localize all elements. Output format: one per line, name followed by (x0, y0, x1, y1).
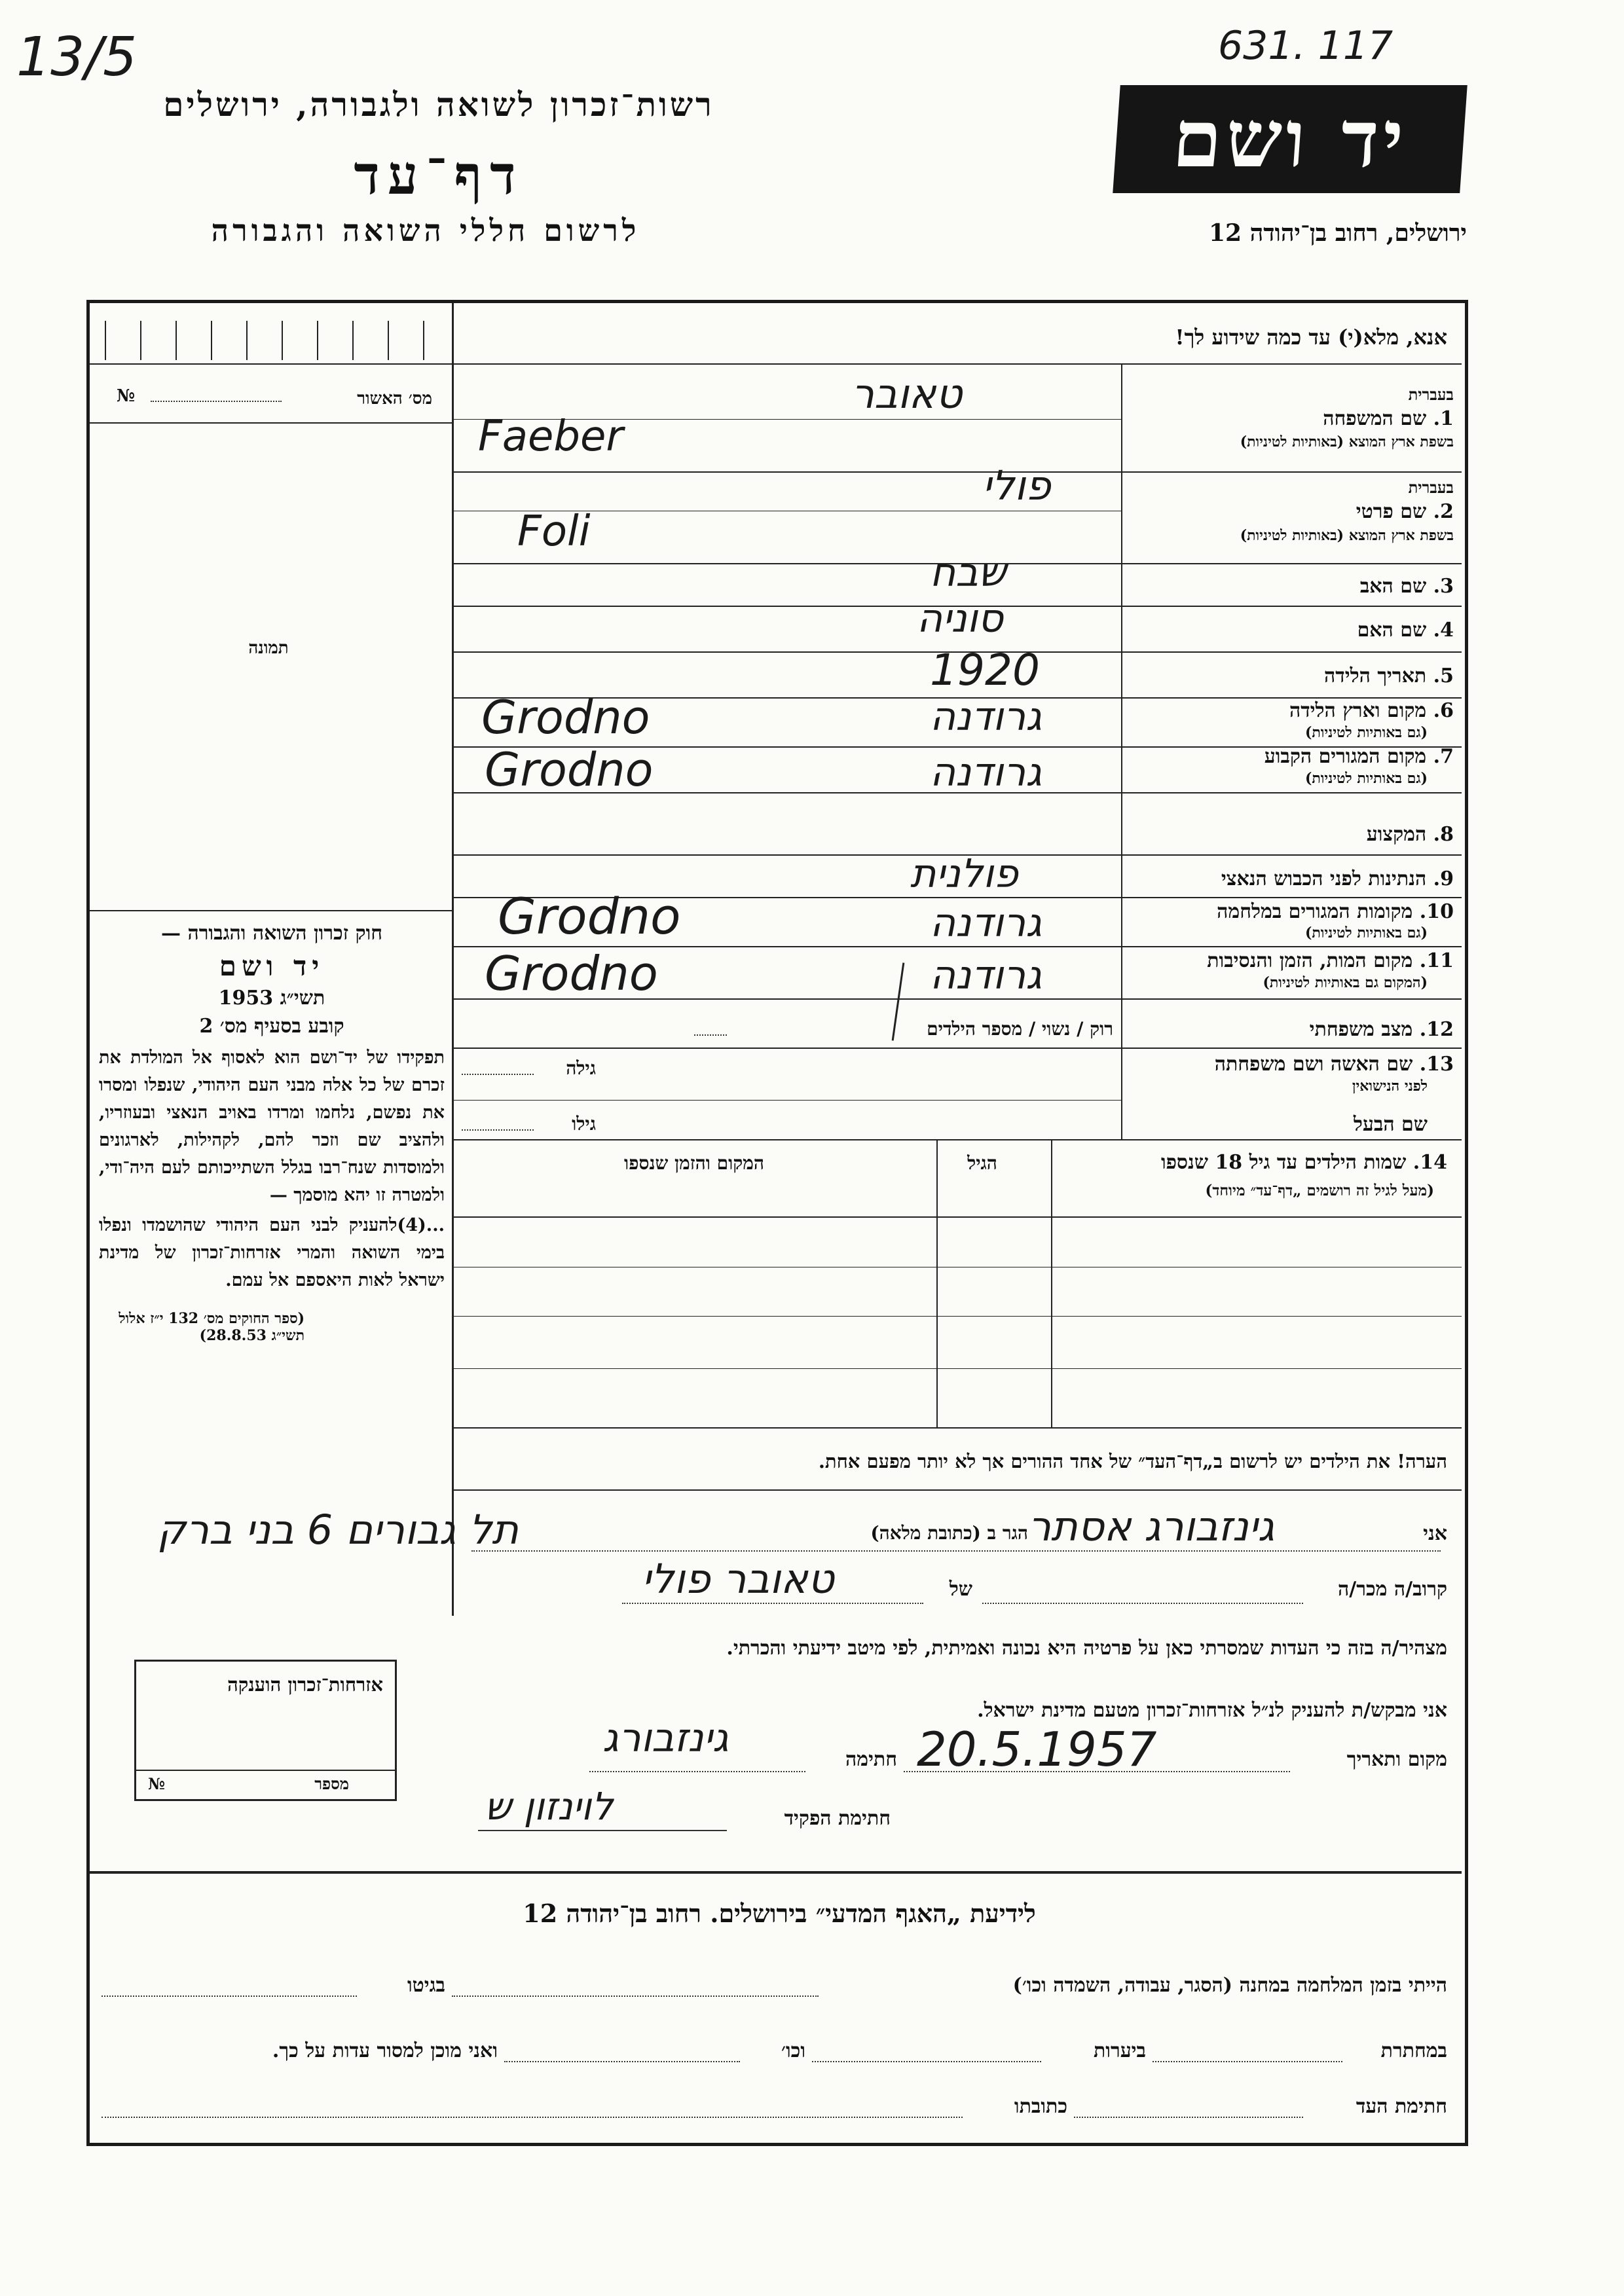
field-3-num: 3. (1433, 575, 1454, 598)
field-6-label (1289, 699, 1454, 722)
field-8-num: 8. (1433, 823, 1454, 846)
value-death-place-hebrew: גרודנה (930, 953, 1042, 998)
officer-signature-label: חתימת הפקיד (784, 1807, 891, 1830)
field-9-label (1221, 867, 1454, 890)
relation-of: של (949, 1578, 972, 1601)
field-2-lang: בעברית (1408, 478, 1454, 497)
field-1-text: שם המשפחה (1323, 407, 1427, 430)
field-3-text: שם האב (1359, 575, 1427, 598)
form-subtitle: לרשום חללי השואה והגבורה (211, 213, 640, 248)
file-reference-left: 13/5 (16, 26, 138, 88)
witness-address-label: כתובתו (1014, 2095, 1067, 2118)
declaration-statement: מצהיר/ה בזה כי העדות שמסרתי כאן על פרטיה היא נכונה ואמיתית, לפי מיטב ידיעתי והכרתי. (726, 1637, 1447, 1660)
photo-label: תמונה (248, 638, 289, 658)
remark-text: הערה! את הילדים יש לרשום ב„דף־העד״ של אחד ההורים אך לא יותר מפעם אחת. (818, 1450, 1447, 1472)
place-date-line (904, 1771, 1290, 1772)
authority-title: רשות־זכרון לשואה ולגבורה, ירושלים (163, 85, 714, 124)
law-title: חוק זכרון השואה והגבורה — (161, 922, 382, 945)
field-9-text: הנתינות לפני הכבוש הנאצי (1221, 867, 1427, 890)
children-place-header: המקום והזמן שנספו (624, 1152, 764, 1174)
value-wartime-residence-hebrew: גרודנה (930, 900, 1042, 946)
form-title: דף־עד (354, 144, 524, 207)
signature-line (589, 1771, 805, 1772)
field-3-label (1360, 575, 1454, 598)
value-surname-latin: Faeber (478, 412, 623, 461)
witness-signature-line (1074, 2117, 1303, 2118)
husband-age-dots (462, 1129, 534, 1131)
value-firstname-latin: Foli (517, 507, 591, 556)
bottom-title: לידיעת „האגף המדעי״ בירושלים. רחוב בן־יהודה 12 (523, 1899, 1036, 1928)
field-7-text: מקום המגורים הקבוע (1264, 745, 1427, 768)
value-wartime-residence-latin: Grodno (498, 887, 681, 945)
husband-name-label: שם הבעל (1353, 1113, 1428, 1136)
field-7-note: (גם באותיות לטיניות) (1304, 770, 1428, 787)
value-mother-name: סוניה (917, 596, 1003, 642)
value-birth-date: 1920 (930, 645, 1040, 695)
bottom-ghetto-line (101, 1995, 357, 1997)
children-note: (מעל לגיל זה רושמים „דף־עד״ מיוחד) (1205, 1182, 1434, 1199)
witness-address-line (101, 2117, 963, 2118)
field-13-note: לפני הנישואין (1352, 1078, 1428, 1095)
marital-status-options: רוק / נשוי / מספר הילדים (927, 1018, 1113, 1040)
husband-age-label: גילו (572, 1113, 596, 1135)
field-11-note: (המקום גם באותיות לטיניות) (1263, 974, 1428, 991)
value-father-name: שבח (930, 550, 1006, 596)
yad-vashem-logo (1113, 85, 1467, 193)
bottom-camp-label: הייתי בזמן המלחמה במחנה (הסגר, עבודה, השמדה וכו׳) (1012, 1974, 1447, 1997)
field-12-text: מצב משפחתי (1309, 1018, 1413, 1041)
wife-age-label: גילה (566, 1057, 596, 1079)
bottom-testimony-label: ואני מוכן למסור עדות על כך. (272, 2039, 498, 2062)
field-8-label (1367, 823, 1454, 846)
value-residence-hebrew: גרודנה (930, 750, 1042, 795)
declaration-lives-at: הגר ב (כתובת מלאה) (870, 1522, 1028, 1544)
declaration-date: 20.5.1957 (917, 1722, 1157, 1777)
field-10-num: 10. (1419, 900, 1454, 923)
declarant-signature: גינזבורג (602, 1715, 729, 1761)
field-2-text: שם פרטי (1356, 500, 1427, 523)
field-4-label (1357, 619, 1454, 642)
field-4-text: שם האם (1357, 619, 1427, 642)
value-birthplace-hebrew: גרודנה (930, 694, 1042, 740)
field-5-label (1324, 665, 1454, 687)
relation-line (622, 1603, 923, 1604)
field-13-text: שם האשה ושם משפחתה (1214, 1053, 1413, 1076)
field-6-num: 6. (1433, 699, 1454, 722)
bottom-forests-label: ביערות (1093, 2039, 1146, 2062)
field-10-label (1217, 900, 1454, 923)
field-5-text: תאריך הלידה (1324, 665, 1427, 687)
declarant-address: תל גבורים 6 בני ברק (157, 1506, 519, 1554)
citizenship-no-symbol: № (148, 1774, 166, 1793)
declarant-name: גינזבורג אסתר (1028, 1503, 1275, 1550)
field-4-num: 4. (1433, 619, 1454, 642)
wife-age-dots (462, 1074, 534, 1075)
law-block (95, 917, 449, 1344)
field-1-label (1323, 407, 1454, 430)
place-date-label: מקום ותאריך (1346, 1748, 1447, 1771)
field-6-text: מקום וארץ הלידה (1289, 699, 1427, 722)
field-10-text: מקומות המגורים במלחמה (1217, 900, 1413, 923)
field-13-label (1215, 1053, 1454, 1076)
law-name: יד ושם (219, 950, 325, 982)
approval-number-dots (151, 401, 282, 402)
relation-name: טאובר פולי (642, 1555, 834, 1603)
bottom-underground-line (1153, 2061, 1342, 2062)
field-11-num: 11. (1419, 949, 1454, 972)
bottom-etc-label: וכו׳ (781, 2039, 805, 2062)
children-label: שמות הילדים עד גיל 18 שנספו (1160, 1151, 1407, 1174)
children-num: 14. (1412, 1151, 1447, 1174)
field-2-note: בשפת ארץ המוצא (באותיות לטיניות) (1240, 527, 1454, 544)
value-residence-latin: Grodno (485, 743, 654, 797)
children-age-header: הגיל (967, 1152, 997, 1174)
field-11-text: מקום המות, הזמן והנסיבות (1207, 949, 1413, 972)
field-7-num: 7. (1433, 745, 1454, 768)
field-9-num: 9. (1433, 867, 1454, 890)
value-death-place-latin: Grodno (485, 946, 658, 1001)
intro-text: אנא, מלא(י) עד כמה שידוע לך! (1175, 325, 1447, 350)
officer-signature: לוינזון ש (485, 1784, 614, 1829)
address-line (471, 1550, 1441, 1552)
field-6-note: (גם באותיות לטיניות) (1304, 724, 1428, 741)
field-8-text: המקצוע (1366, 823, 1427, 846)
law-text-2: ...(4)להעניק לבני העם היהודי שהושמדו ונפלו בימי השואה והמרי אזרחות־זכרון של מדינת ישראל לאות היאספם אל עמם. (99, 1215, 445, 1290)
field-1-num: 1. (1433, 407, 1454, 430)
field-11-label (1207, 949, 1454, 972)
value-surname-hebrew: טאובר (851, 370, 963, 418)
signature-label: חתימה (845, 1748, 897, 1771)
law-year: תשי״ג 1953 (218, 987, 325, 1010)
approval-no-symbol: № (117, 386, 136, 406)
field-1-lang: בעברית (1408, 385, 1454, 404)
relation-label: קרוב/ה מכר/ה (1338, 1578, 1447, 1601)
law-reference: (ספר החוקים מס׳ 132 י״ז אלול תשי״ג 28.8.53) (119, 1310, 304, 1344)
value-firstname-hebrew: פולי (982, 462, 1051, 509)
law-text: תפקידו של יד־ושם הוא לאסוף אל המולדת את זכרם של כל אלה מבני העם היהודי, שנפלו ומסרו את נפשם, נלחמו ומרדו באויב הנאצי ובעוזריו, ולהציב שם וזכר להם, לקהילות, לארגונים ולמוסדות שנח־רבו בגלל השתייכותם לעם היה־ודי, ולמטרה זו יהא מוסמך — (99, 1048, 445, 1205)
children-header (1061, 1151, 1447, 1174)
value-birthplace-latin: Grodno (481, 691, 650, 744)
citizenship-box (134, 1660, 397, 1801)
bottom-forests-line (812, 2061, 1041, 2062)
witness-signature-label: חתימת העד (1356, 2095, 1447, 2118)
field-12-label (1310, 1018, 1454, 1041)
declaration-ani: אני (1423, 1522, 1447, 1545)
bottom-camp-line (452, 1995, 819, 1997)
bottom-ghetto-label: בגיטו (407, 1974, 445, 1997)
citizenship-number-label: מספר (314, 1774, 349, 1793)
tick-boxes (105, 321, 445, 360)
field-2-label (1356, 500, 1454, 523)
field-13-num: 13. (1419, 1053, 1454, 1076)
declaration-request: אני מבקש/ת להעניק לנ״ל אזרחות־זכרון מטעם מדינת ישראל. (977, 1699, 1447, 1722)
children-count-dots (694, 1034, 727, 1036)
field-7-label (1264, 745, 1454, 768)
field-12-num: 12. (1419, 1018, 1454, 1041)
law-section: קובע בסעיף מס׳ 2 (199, 1015, 344, 1038)
relation-line-2 (982, 1603, 1303, 1604)
field-1-note: בשפת ארץ המוצא (באותיות לטיניות) (1240, 433, 1454, 450)
file-reference-right: 631. 117 (1218, 23, 1393, 69)
citizenship-title: אזרחות־זכרון הוענקה (227, 1673, 383, 1696)
value-nationality: פולנית (910, 851, 1018, 897)
logo-text: יד ושם (1170, 93, 1411, 185)
approval-number-label: מס׳ האשור (357, 389, 432, 409)
address: ירושלים, רחוב בן־יהודה 12 (1208, 219, 1467, 247)
field-5-num: 5. (1433, 665, 1454, 687)
bottom-underground-label: במחתרת (1380, 2039, 1447, 2062)
field-2-num: 2. (1433, 500, 1454, 523)
bottom-etc-line (504, 2061, 740, 2062)
officer-line (478, 1830, 727, 1831)
field-10-note: (גם באותיות לטיניות) (1304, 924, 1428, 941)
